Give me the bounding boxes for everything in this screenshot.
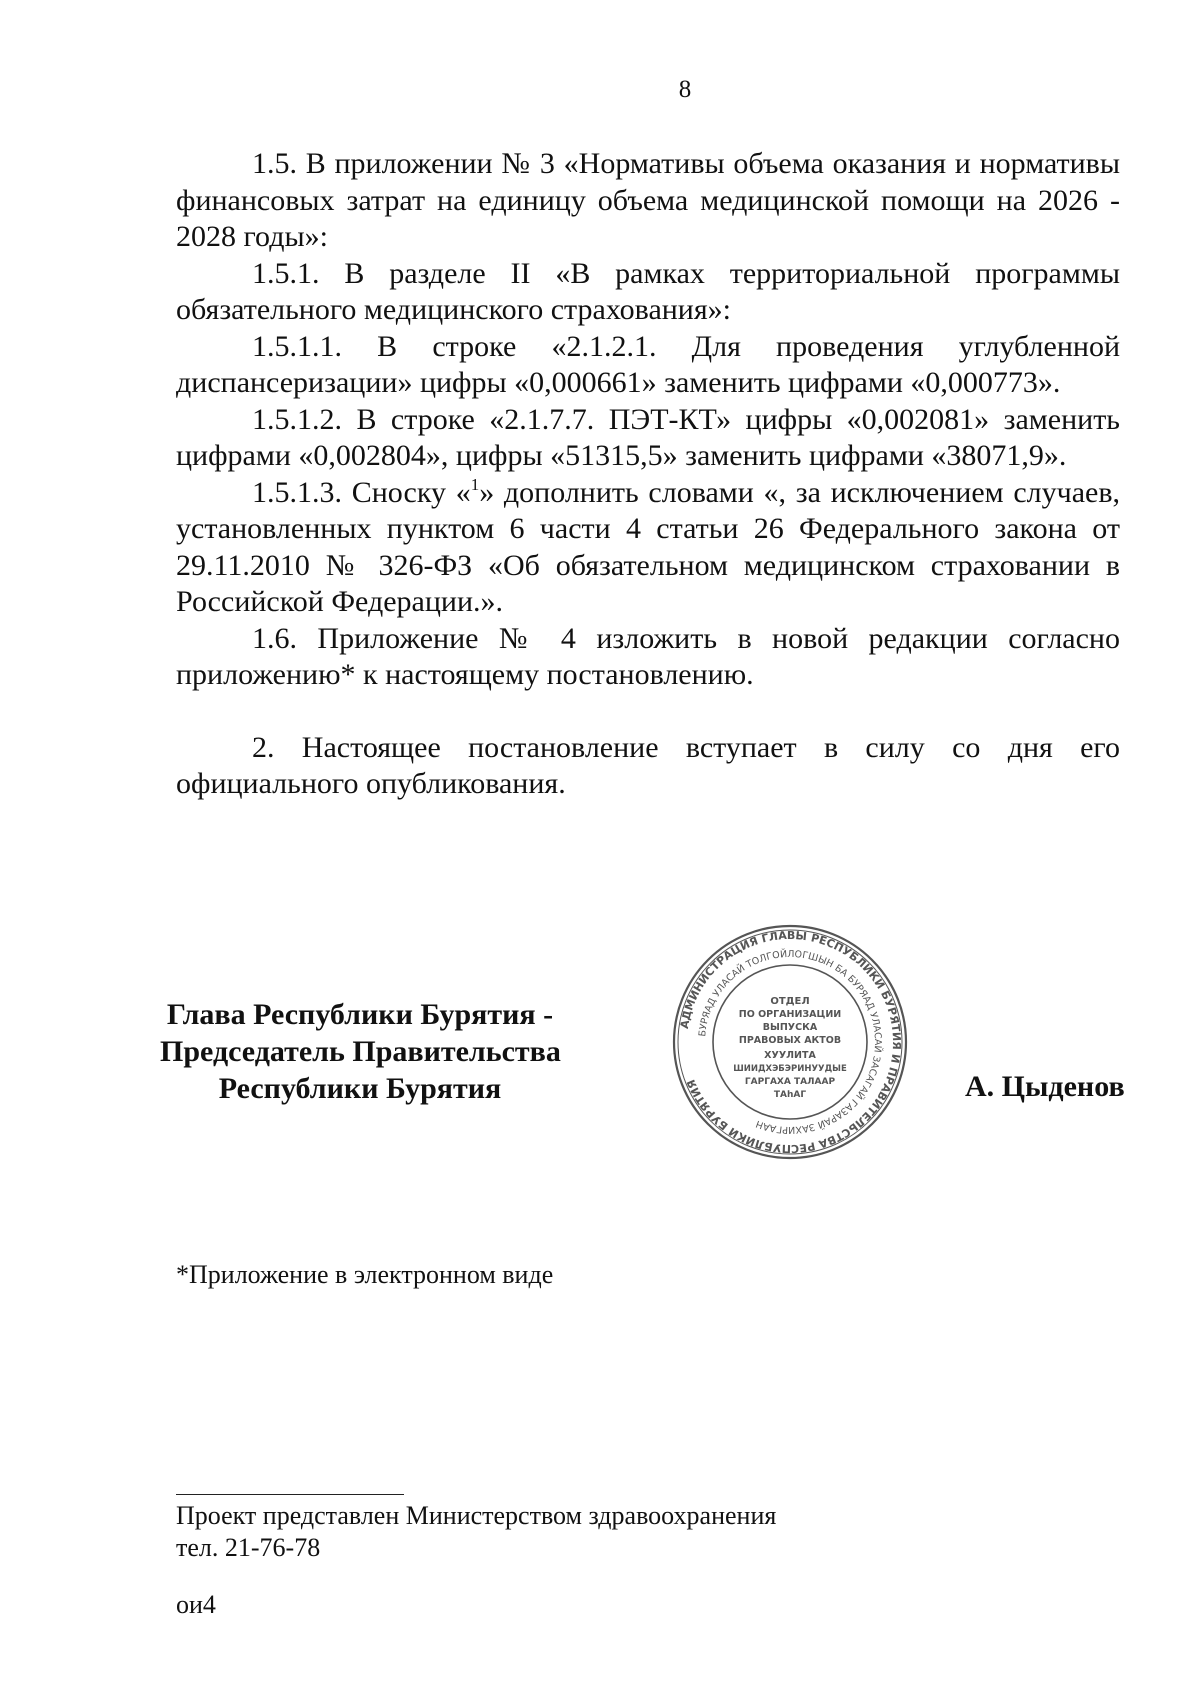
paragraph-1-5-1-3 bbox=[176, 475, 1120, 621]
paragraph-1-5-1-3-end: » дополнить словами «, за исключением случаев, установленных пунктом 6 части 4 статьи 26 Федерального закона от 29.11.2010 № 326-ФЗ «Об обязательном медицинском страховании в Российской Федерации.». bbox=[176, 475, 1120, 618]
footnote-reference: 1 bbox=[470, 474, 480, 494]
paragraph-1-5: 1.5. В приложении № 3 «Нормативы объема оказания и нормативы финансовых затрат на единицу объема медицинской помощи на 2026 - 2028 годы»: bbox=[176, 147, 1120, 253]
project-note bbox=[176, 1500, 776, 1564]
paragraph-2: 2. Настоящее постановление вступает в силу со дня его официального опубликования. bbox=[176, 730, 1120, 800]
seal-center-line: ПО ОРГАНИЗАЦИИ bbox=[738, 1009, 842, 1020]
page-number: 8 bbox=[678, 76, 692, 103]
signatory-name: А. Цыденов bbox=[965, 1070, 1125, 1103]
seal-center-line: ОТДЕЛ bbox=[770, 996, 810, 1007]
seal-center-line: ПРАВОВЫХ АКТОВ bbox=[738, 1035, 842, 1046]
document-code: ои4 bbox=[176, 1590, 216, 1619]
paragraph-1-5-1: 1.5.1. В разделе II «В рамках территориальной программы обязательного медицинского страхования»: bbox=[176, 256, 1120, 326]
official-seal bbox=[670, 922, 910, 1162]
signatory-title-line: Республики Бурятия bbox=[218, 1072, 502, 1105]
project-note-line: Проект представлен Министерством здравоохранения bbox=[176, 1501, 777, 1530]
paragraph-1-5-1-3-start: 1.5.1.3. Сноску « bbox=[252, 475, 471, 509]
separator-line bbox=[176, 1494, 404, 1495]
signatory-title bbox=[160, 996, 560, 1107]
document-body bbox=[176, 146, 1120, 803]
paragraph-1-5-1-1: 1.5.1.1. В строке «2.1.2.1. Для проведения углубленной диспансеризации» цифры «0,000661» заменить цифрами «0,000773». bbox=[176, 329, 1120, 399]
seal-center-line: ВЫПУСКА bbox=[762, 1022, 818, 1033]
seal-center-line: ТАһАГ bbox=[773, 1090, 807, 1100]
seal-inner-text: БУРЯАД УЛАСАЙ ТОЛГОЙЛОГШЫН БА БУРЯАД УЛАСАЙ ЗАСАГАЙ ГАЗАРАЙ ЗАХИРГААН bbox=[697, 948, 884, 1136]
paragraph-1-6: 1.6. Приложение № 4 изложить в новой редакции согласно приложению* к настоящему постановлению. bbox=[176, 621, 1120, 691]
footnote: *Приложение в электронном виде bbox=[176, 1260, 554, 1289]
project-phone: тел. 21-76-78 bbox=[176, 1533, 321, 1562]
seal-center-line: ШИИДХЭБЭРИНУУДЫЕ bbox=[733, 1064, 847, 1074]
signatory-title-line: Глава Республики Бурятия - bbox=[166, 998, 554, 1031]
signatory-title-line: Председатель Правительства bbox=[160, 1035, 561, 1068]
paragraph-1-5-1-2: 1.5.1.2. В строке «2.1.7.7. ПЭТ-КТ» цифры «0,002081» заменить цифрами «0,002804», цифры «51315,5» заменить цифрами «38071,9». bbox=[176, 402, 1120, 472]
seal-center-line: ГАРГАХА ТАЛААР bbox=[744, 1077, 836, 1087]
seal-outer-text: АДМИНИСТРАЦИЯ ГЛАВЫ РЕСПУБЛИКИ БУРЯТИЯ И ПРАВИТЕЛЬСТВА РЕСПУБЛИКИ БУРЯТИЯ bbox=[677, 928, 904, 1156]
seal-center-line: ХУУЛИТА bbox=[764, 1050, 816, 1061]
